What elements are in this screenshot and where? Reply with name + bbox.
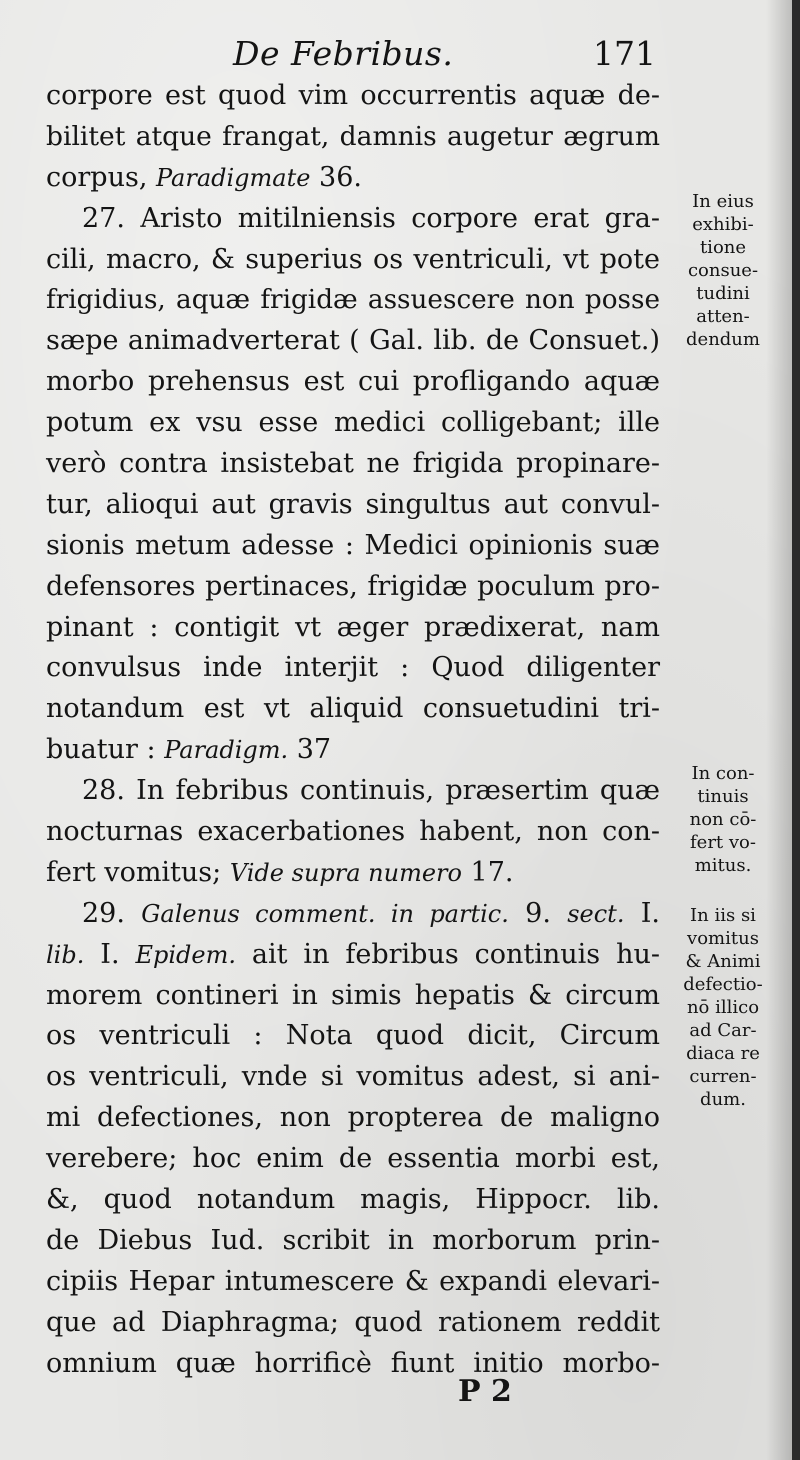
text-line (46, 935, 660, 976)
margin-note-line: exhibi- (692, 214, 754, 235)
margin-note-line: dum. (700, 1089, 746, 1110)
text-segment: verò contra insistebat ne frigida propinare- (46, 448, 660, 480)
margin-note-line: vomitus (687, 928, 759, 949)
italic-segment: sect. (567, 899, 625, 928)
text-line (46, 240, 660, 281)
text-line (46, 567, 660, 608)
page-number: 171 (593, 34, 656, 73)
text-segment: fert vomitus; (46, 856, 230, 888)
text-segment: nocturnas exacerbationes habent, non con- (46, 816, 660, 848)
margin-note-line: diaca re (686, 1043, 760, 1064)
text-line (46, 976, 660, 1017)
text-segment: 36. (310, 161, 362, 193)
text-segment: omnium quæ horrificè fiunt initio morbo- (46, 1347, 660, 1379)
text-segment: os ventriculi : Nota quod dicit, Circum (46, 1020, 660, 1052)
margin-note-line: dendum (686, 329, 760, 350)
text-segment: mi defectiones, non propterea de maligno (46, 1102, 660, 1134)
margin-note-line: curren- (689, 1066, 757, 1087)
text-segment: 27. Aristo mitilniensis corpore erat gra- (82, 202, 660, 234)
text-line (46, 1098, 660, 1139)
margin-note-vomitus (664, 762, 782, 877)
text-line (46, 853, 660, 894)
text-segment: frigidius, aquæ frigidæ assuescere non posse (46, 285, 660, 316)
margin-note-line: tudini (696, 283, 750, 304)
text-line (46, 76, 660, 117)
margin-note-line: consue- (687, 260, 759, 281)
text-segment: tur, alioqui aut gravis singultus aut convul- (46, 488, 660, 520)
text-segment: 29. (82, 897, 142, 929)
text-line (46, 485, 660, 526)
italic-segment: Paradigmate (155, 163, 311, 192)
text-segment: buatur : (46, 734, 165, 766)
text-line (46, 894, 660, 935)
text-segment: morbo prehensus est cui profligando aquæ (46, 366, 660, 398)
text-line (46, 117, 660, 158)
text-line (46, 648, 660, 689)
text-line (46, 608, 660, 649)
text-line (46, 689, 660, 730)
text-line (46, 362, 660, 403)
text-line (46, 1344, 660, 1385)
text-segment: ait in febribus continuis hu- (235, 938, 660, 970)
page-header (48, 30, 660, 82)
running-title: De Febribus. (233, 34, 454, 73)
italic-segment: Vide supra numero (229, 858, 462, 887)
text-line (46, 199, 660, 240)
text-line (46, 771, 660, 812)
text-line (46, 280, 660, 321)
margin-note-line: atten- (696, 306, 750, 327)
text-segment: corpore est quod vim occurrentis aquæ de- (46, 80, 660, 111)
text-line (46, 1016, 660, 1057)
text-segment: verebere; hoc enim de essentia morbi est, (46, 1143, 660, 1175)
margin-note-line: mitus. (694, 855, 752, 876)
text-segment: cili, macro, & superius os ventriculi, vt pote (46, 243, 660, 275)
text-line (46, 1180, 660, 1221)
margin-note-line: ad Car- (689, 1020, 757, 1041)
italic-segment: lib. (46, 940, 85, 969)
text-line (46, 1262, 660, 1303)
text-line (46, 526, 660, 567)
text-segment: 17. (461, 856, 514, 888)
main-text (46, 76, 660, 1385)
italic-segment: Epidem. (135, 940, 236, 969)
text-segment: defensores pertinaces, frigidæ poculum pro- (46, 570, 660, 602)
text-line (46, 1057, 660, 1098)
margin-note-line: fert vo- (690, 832, 756, 853)
text-line (46, 321, 660, 362)
text-segment: pinant : contigit vt æger prædixerat, nam (46, 611, 660, 643)
margin-note-line: In con- (691, 763, 755, 784)
margin-note-line: In eius (692, 191, 754, 212)
text-segment: I. (84, 938, 136, 970)
text-segment: que ad Diaphragma; quod rationem reddit (46, 1306, 660, 1338)
text-segment: corpus, (46, 161, 156, 193)
text-segment: cipiis Hepar intumescere & expandi elevari- (46, 1265, 660, 1297)
margin-note-line: & Animi (685, 951, 761, 972)
italic-segment: Galenus comment. in partic. (141, 899, 509, 928)
text-segment: notandum est vt aliquid consuetudini tri- (46, 693, 660, 725)
text-segment: morem contineri in simis hepatis & circum (46, 979, 660, 1011)
text-segment: os ventriculi, vnde si vomitus adest, si ani- (46, 1061, 660, 1093)
text-segment: I. (624, 897, 660, 929)
text-segment: 9. (508, 897, 568, 929)
text-line (46, 403, 660, 444)
text-segment: bilitet atque frangat, damnis augetur ægrum (46, 120, 660, 152)
text-segment: 37 (288, 734, 332, 766)
text-line (46, 730, 660, 771)
margin-note-consuetudo (664, 190, 782, 351)
margin-note-line: tinuis (697, 786, 749, 807)
text-line (46, 158, 660, 199)
text-segment: &, quod notandum magis, Hippocr. lib. (46, 1184, 660, 1216)
text-segment: sionis metum adesse : Medici opinionis suæ (46, 529, 660, 561)
margin-note-line: non cō- (689, 809, 757, 830)
text-segment: convulsus inde interjit : Quod diligenter (46, 652, 660, 684)
text-line (46, 444, 660, 485)
margin-note-line: tione (699, 237, 747, 258)
text-line (46, 812, 660, 853)
margin-note-line: nō illico (686, 997, 760, 1018)
margin-note-line: defectio- (683, 974, 763, 995)
margin-note-line: In iis si (690, 905, 756, 926)
signature-mark: P 2 (458, 1374, 512, 1409)
margin-note-cardiaca (664, 904, 782, 1111)
text-line (46, 1139, 660, 1180)
text-segment: 28. In febribus continuis, præsertim quæ (82, 775, 660, 807)
text-line (46, 1303, 660, 1344)
text-segment: de Diebus Iud. scribit in morborum prin- (46, 1224, 660, 1256)
text-segment: sæpe animadverterat ( Gal. lib. de Consuet.) (46, 325, 660, 357)
text-segment: potum ex vsu esse medici colligebant; ille (46, 407, 660, 439)
text-line (46, 1221, 660, 1262)
italic-segment: Paradigm. (164, 736, 289, 765)
